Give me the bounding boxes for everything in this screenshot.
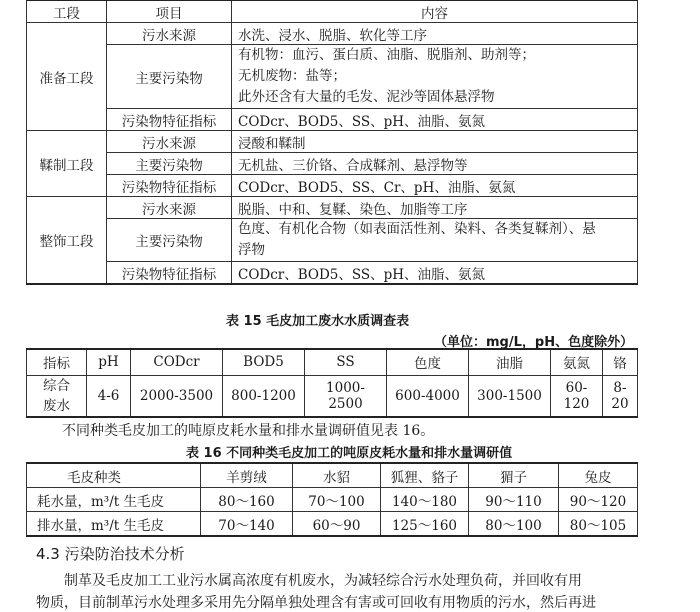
content-line: 有机物：血污、蛋白质、油脂、脱脂剂、助剂等； — [238, 47, 535, 63]
value-cell: 70～140 — [201, 512, 293, 537]
value-cell: 140～180 — [381, 488, 469, 512]
header-cell: 工段 — [27, 0, 107, 23]
header-cell: SS — [305, 349, 387, 375]
value-cell: 70～100 — [293, 488, 381, 512]
table-row — [27, 131, 638, 153]
table-header-row — [27, 349, 638, 375]
content-cell: CODcr、BOD5、SS、pH、油脂、氨氮 — [232, 262, 638, 285]
item-cell: 污水来源 — [107, 131, 232, 153]
header-cell: CODcr — [131, 349, 223, 375]
table-header-row — [27, 463, 638, 488]
header-cell: 狐狸、貉子 — [381, 463, 469, 488]
table-header-row — [27, 0, 638, 23]
content-cell: CODcr、BOD5、SS、pH、油脂、氨氮 — [232, 109, 638, 131]
header-cell: 兔皮 — [559, 463, 638, 488]
row-label-line: 综合 — [43, 377, 70, 394]
value-cell: 1000-2500 — [305, 375, 387, 417]
header-cell: 内容 — [232, 0, 638, 23]
table-row — [27, 219, 638, 262]
content-cell — [232, 45, 638, 109]
stage-cell: 鞣制工段 — [27, 131, 107, 197]
stage-cell: 整饰工段 — [27, 197, 107, 285]
value-cell: 2000-3500 — [131, 375, 223, 417]
content-line: 色度、有机化合物（如表面活性剂、染料、各类复鞣剂）、悬 — [238, 221, 596, 237]
row-label-cell: 排水量，m³/t 生毛皮 — [27, 512, 201, 537]
row-label-cell — [27, 375, 87, 417]
table-row — [27, 23, 638, 45]
content-line: 无机废物：盐等； — [238, 68, 346, 84]
item-cell: 污染物特征指标 — [107, 109, 232, 131]
item-cell: 主要污染物 — [107, 219, 232, 262]
table-row — [27, 262, 638, 285]
table-row — [27, 109, 638, 131]
value-cell: 80～160 — [201, 488, 293, 512]
header-cell: 水貂 — [293, 463, 381, 488]
value-cell: 60-120 — [551, 375, 603, 417]
header-cell: 油脂 — [469, 349, 551, 375]
item-cell: 污水来源 — [107, 197, 232, 219]
table-row — [27, 375, 638, 417]
content-cell: CODcr、BOD5、SS、Cr、pH、油脂、氨氮 — [232, 175, 638, 197]
content-cell: 无机盐、三价铬、合成鞣剂、悬浮物等 — [232, 153, 638, 175]
header-cell: 指标 — [27, 349, 87, 375]
table-row — [27, 153, 638, 175]
content-cell — [232, 219, 638, 262]
content-cell: 水洗、浸水、脱脂、软化等工序 — [232, 23, 638, 45]
table15-unit: （单位：mg/L，pH、色度除外） — [434, 335, 634, 350]
header-cell: 氨氮 — [551, 349, 603, 375]
table-row — [27, 197, 638, 219]
table16-caption: 表 16 不同种类毛皮加工的吨原皮耗水量和排水量调研值 — [186, 446, 513, 461]
content-line: 浮物 — [238, 242, 265, 258]
pollution-sources-table — [26, 0, 638, 285]
header-cell: BOD5 — [223, 349, 305, 375]
value-cell: 8-20 — [603, 375, 638, 417]
stage-cell: 准备工段 — [27, 23, 107, 131]
content-cell: 浸酸和鞣制 — [232, 131, 638, 153]
value-cell: 60～90 — [293, 512, 381, 537]
header-cell: 羊剪绒 — [201, 463, 293, 488]
item-cell: 污染物特征指标 — [107, 262, 232, 285]
table-row — [27, 45, 638, 109]
item-cell: 主要污染物 — [107, 45, 232, 109]
value-cell: 125～160 — [381, 512, 469, 537]
content-line: 此外还含有大量的毛发、泥沙等固体悬浮物 — [238, 89, 495, 105]
section-paragraph-line: 制革及毛皮加工工业污水属高浓度有机废水，为减轻综合污水处理负荷，并回收有用 — [64, 573, 582, 589]
paragraph: 不同种类毛皮加工的吨原皮耗水量和排水量调研值见表 16。 — [62, 423, 435, 439]
value-cell: 90～120 — [559, 488, 638, 512]
section-paragraph-line: 物质，目前制革污水处理多采用先分隔单独处理含有害或可回收有用物质的污水，然后再进 — [36, 595, 596, 611]
content-cell: 脱脂、中和、复鞣、染色、加脂等工序 — [232, 197, 638, 219]
water-consumption-table — [26, 462, 638, 537]
row-label-line: 废水 — [43, 397, 70, 414]
value-cell: 4-6 — [87, 375, 131, 417]
header-cell: 猸子 — [469, 463, 559, 488]
value-cell: 80～105 — [559, 512, 638, 537]
header-cell: pH — [87, 349, 131, 375]
header-cell: 项目 — [107, 0, 232, 23]
table-row — [27, 175, 638, 197]
wastewater-quality-table — [26, 348, 638, 418]
section-heading: 4.3 污染防治技术分析 — [36, 545, 185, 563]
row-label-cell: 耗水量，m³/t 生毛皮 — [27, 488, 201, 512]
item-cell: 主要污染物 — [107, 153, 232, 175]
value-cell: 80～100 — [469, 512, 559, 537]
value-cell: 800-1200 — [223, 375, 305, 417]
value-cell: 90～110 — [469, 488, 559, 512]
item-cell: 污染物特征指标 — [107, 175, 232, 197]
header-cell: 色度 — [387, 349, 469, 375]
table-row — [27, 512, 638, 537]
header-cell: 铬 — [603, 349, 638, 375]
item-cell: 污水来源 — [107, 23, 232, 45]
value-cell: 600-4000 — [387, 375, 469, 417]
header-cell: 毛皮种类 — [27, 463, 201, 488]
table15-caption: 表 15 毛皮加工废水水质调查表 — [226, 314, 410, 329]
value-cell: 300-1500 — [469, 375, 551, 417]
table-row — [27, 488, 638, 512]
